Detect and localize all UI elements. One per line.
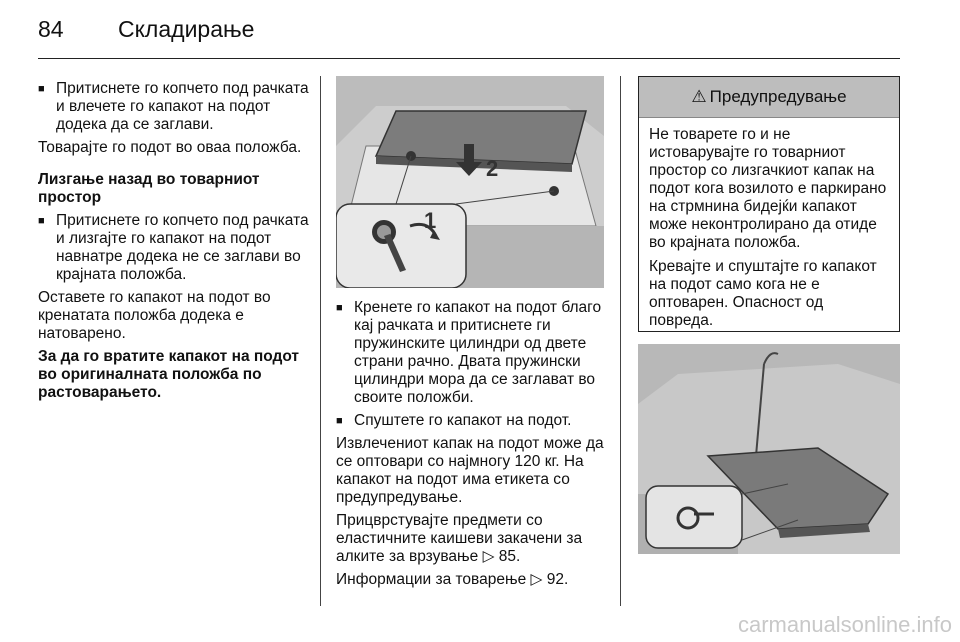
figure-illustration — [336, 76, 604, 288]
warning-box — [638, 76, 900, 332]
left-paragraph-2: Оставете го капакот на подот во кренатата положба додека е натоварено. — [38, 289, 271, 342]
page-number: 84 — [38, 16, 64, 42]
figure-floor-cover-warning-label — [638, 344, 900, 554]
warning-header — [639, 77, 899, 118]
warning-body — [639, 118, 899, 330]
page-ref-arrow-icon: ▷ — [530, 571, 543, 588]
figure-illustration — [638, 344, 900, 554]
middle-column — [336, 299, 606, 594]
section-title: Складирање — [118, 16, 255, 42]
left-bullet-1: ■ Притиснете го копчето под рачката и влечете го капакот на подот додека да се заглави. — [38, 80, 309, 133]
figure-label-1: 1 — [424, 208, 437, 233]
bullet-square-icon: ■ — [38, 83, 45, 95]
header-rule — [38, 58, 900, 59]
middle-bullet-2: ■ Спуштете го капакот на подот. — [336, 412, 572, 429]
middle-paragraph-3: Информации за товарење ▷ 92. — [336, 571, 569, 588]
middle-bullet-1: ■ Кренете го капакот на подот благо кај рачката и притиснете ги пружинските цилиндри од двете страни рачно. Двата пружински цилиндри мора да се заглават во своите положби. — [336, 299, 602, 406]
left-bullet-2: ■ Притиснете го копчето под рачката и лизгајте го капакот на подот навнатре додека не се заглави во крајната положба. — [38, 212, 309, 283]
middle-paragraph-1: Извлечениот капак на подот може да се оптовари со најмногу 120 кг. На капакот на подот има етикета со предупредување. — [336, 435, 604, 506]
column-divider-right — [620, 76, 621, 606]
left-column — [38, 80, 310, 407]
page-reference-link[interactable]: 85. — [498, 548, 521, 565]
bullet-square-icon: ■ — [336, 415, 343, 427]
left-paragraph-1: Товарајте го подот во оваа положба. — [38, 139, 302, 156]
column-divider-left — [320, 76, 321, 606]
warning-triangle-icon: ⚠ — [691, 87, 707, 106]
figure-floor-cover-springs — [336, 76, 604, 288]
left-subheading: Лизгање назад во товарниот простор — [38, 171, 260, 206]
page-ref-arrow-icon: ▷ — [482, 548, 495, 565]
bullet-square-icon: ■ — [336, 302, 343, 314]
page-reference-link[interactable]: 92. — [546, 571, 569, 588]
watermark: carmanualsonline.info — [737, 612, 952, 637]
middle-paragraph-2: Прицврстувајте предмети со еластичните каишеви закачени за алките за врзување ▷ 85. — [336, 512, 583, 565]
warning-paragraph-1: Не товарете го и не истоварувајте го товарниот простор со лизгачкиот капак на подот кога возилото е паркирано на стрмнина бидејќи капакот може неконтролирано да отиде во крајната положба. — [649, 126, 887, 251]
warning-title: Предупредување — [709, 87, 847, 106]
left-paragraph-3: За да го вратите капакот на подот во оригиналната положба по растоварањето. — [38, 348, 300, 401]
warning-paragraph-2: Кревајте и спуштајте го капакот на подот само кога не е оптоварен. Опасност од повреда. — [649, 258, 877, 329]
bullet-square-icon: ■ — [38, 215, 45, 227]
figure-label-2: 2 — [486, 156, 499, 181]
